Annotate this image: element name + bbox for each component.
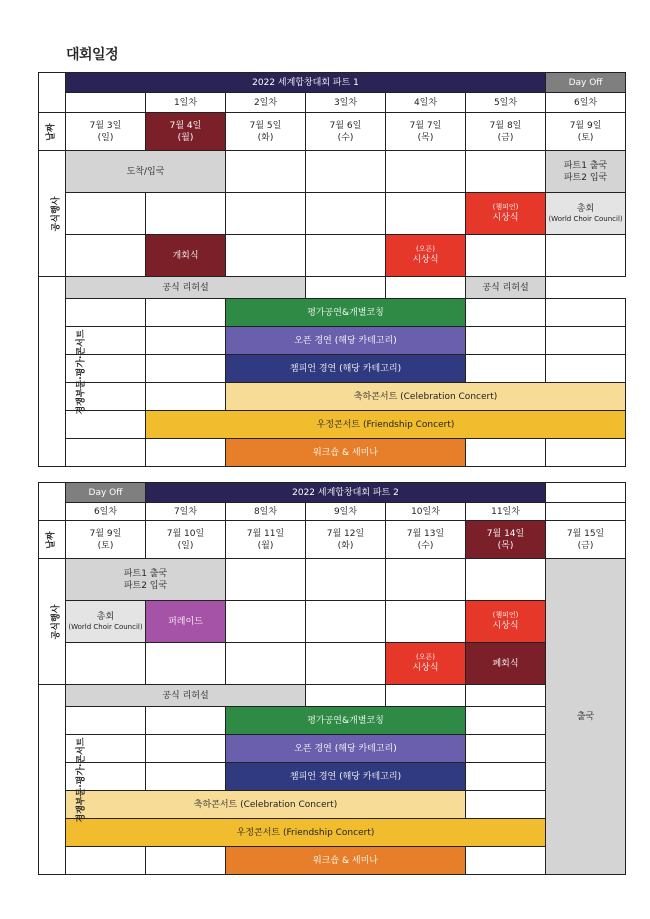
schedule-table-part2 bbox=[38, 482, 626, 875]
event-evaluation: 평가공연&개별코칭 bbox=[226, 707, 466, 735]
date-cell: 7월 8일 (금) bbox=[466, 113, 546, 151]
event-celebration-concert: 축하콘서트 (Celebration Concert) bbox=[66, 791, 466, 819]
dayoff-header: Day Off bbox=[66, 483, 146, 503]
day-num: 3일차 bbox=[306, 93, 386, 113]
day-num: 5일차 bbox=[466, 93, 546, 113]
event-parade: 퍼레이드 bbox=[146, 601, 226, 643]
event-open-competition: 오픈 경연 (해당 카테고리) bbox=[226, 735, 466, 763]
day-num bbox=[546, 503, 626, 521]
event-evaluation: 평가공연&개별코칭 bbox=[226, 299, 466, 327]
day-num: 9일차 bbox=[306, 503, 386, 521]
event-award-champion: (챔피언) 시상식 bbox=[466, 601, 546, 643]
event-champion-competition: 챔피언 경연 (해당 카테고리) bbox=[226, 763, 466, 791]
event-closing: 폐회식 bbox=[466, 643, 546, 685]
corner-cell bbox=[39, 73, 66, 113]
event-arrival: 도착/입국 bbox=[66, 151, 226, 193]
row-label-concert: 경쟁부문·평가·콘서트 bbox=[39, 277, 66, 467]
event-rehearsal-right: 공식 리허설 bbox=[466, 277, 546, 299]
event-general-meeting: 총회 (World Choir Council) bbox=[546, 193, 626, 235]
part-header: 2022 세계합창대회 파트 1 bbox=[66, 73, 546, 93]
event-part-change: 파트1 출국 파트2 입국 bbox=[66, 559, 226, 601]
date-cell: 7월 3일 (일) bbox=[66, 113, 146, 151]
date-cell: 7월 6일 (수) bbox=[306, 113, 386, 151]
event-opening: 개회식 bbox=[146, 235, 226, 277]
dayoff-header: Day Off bbox=[546, 73, 626, 93]
date-cell: 7월 7일 (목) bbox=[386, 113, 466, 151]
date-cell: 7월 10일 (일) bbox=[146, 521, 226, 559]
date-cell: 7월 15일 (금) bbox=[546, 521, 626, 559]
event-friendship-concert: 우정콘서트 (Friendship Concert) bbox=[66, 819, 546, 847]
day-num: 6일차 bbox=[66, 503, 146, 521]
page-title: 대회일정 bbox=[66, 47, 119, 63]
event-general-meeting: 총회 (World Choir Council) bbox=[66, 601, 146, 643]
row-label-date: 날짜 bbox=[39, 521, 66, 559]
day-num bbox=[66, 93, 146, 113]
date-cell-highlight: 7월 14일 (목) bbox=[466, 521, 546, 559]
event-award-open: (오픈) 시상식 bbox=[386, 235, 466, 277]
date-cell: 7월 9일 (토) bbox=[66, 521, 146, 559]
row-label-official: 공식행사 bbox=[39, 151, 66, 277]
date-cell: 7월 5일 (화) bbox=[226, 113, 306, 151]
day-num: 1일차 bbox=[146, 93, 226, 113]
day-num: 11일차 bbox=[466, 503, 546, 521]
day-num: 6일차 bbox=[546, 93, 626, 113]
date-cell: 7월 12일 (화) bbox=[306, 521, 386, 559]
event-workshop: 워크숍 & 세미나 bbox=[226, 439, 466, 467]
event-award-open: (오픈) 시상식 bbox=[386, 643, 466, 685]
date-cell: 7월 11일 (월) bbox=[226, 521, 306, 559]
row-label-date: 날짜 bbox=[39, 113, 66, 151]
event-open-competition: 오픈 경연 (해당 카테고리) bbox=[226, 327, 466, 355]
day-num: 2일차 bbox=[226, 93, 306, 113]
part-header: 2022 세계합창대회 파트 2 bbox=[146, 483, 546, 503]
date-cell-highlight: 7월 4일 (월) bbox=[146, 113, 226, 151]
event-part-change: 파트1 출국 파트2 입국 bbox=[546, 151, 626, 193]
day-num: 8일차 bbox=[226, 503, 306, 521]
date-cell: 7월 13일 (수) bbox=[386, 521, 466, 559]
event-rehearsal: 공식 리허설 bbox=[66, 277, 306, 299]
event-departure: 출국 bbox=[546, 559, 626, 875]
event-celebration-concert: 축하콘서트 (Celebration Concert) bbox=[226, 383, 626, 411]
row-label-official: 공식행사 bbox=[39, 559, 66, 685]
event-friendship-concert: 우정콘서트 (Friendship Concert) bbox=[146, 411, 626, 439]
row-label-concert: 경쟁부문·평가·콘서트 bbox=[39, 685, 66, 875]
event-champion-competition: 챔피언 경연 (해당 카테고리) bbox=[226, 355, 466, 383]
event-rehearsal: 공식 리허설 bbox=[66, 685, 306, 707]
day-num: 4일차 bbox=[386, 93, 466, 113]
corner-cell bbox=[39, 483, 66, 521]
event-workshop: 워크숍 & 세미나 bbox=[226, 847, 466, 875]
event-award-champion: (챔피언) 시상식 bbox=[466, 193, 546, 235]
date-cell: 7월 9일 (토) bbox=[546, 113, 626, 151]
schedule-table-part1 bbox=[38, 72, 626, 467]
day-num: 7일차 bbox=[146, 503, 226, 521]
day-num: 10일차 bbox=[386, 503, 466, 521]
